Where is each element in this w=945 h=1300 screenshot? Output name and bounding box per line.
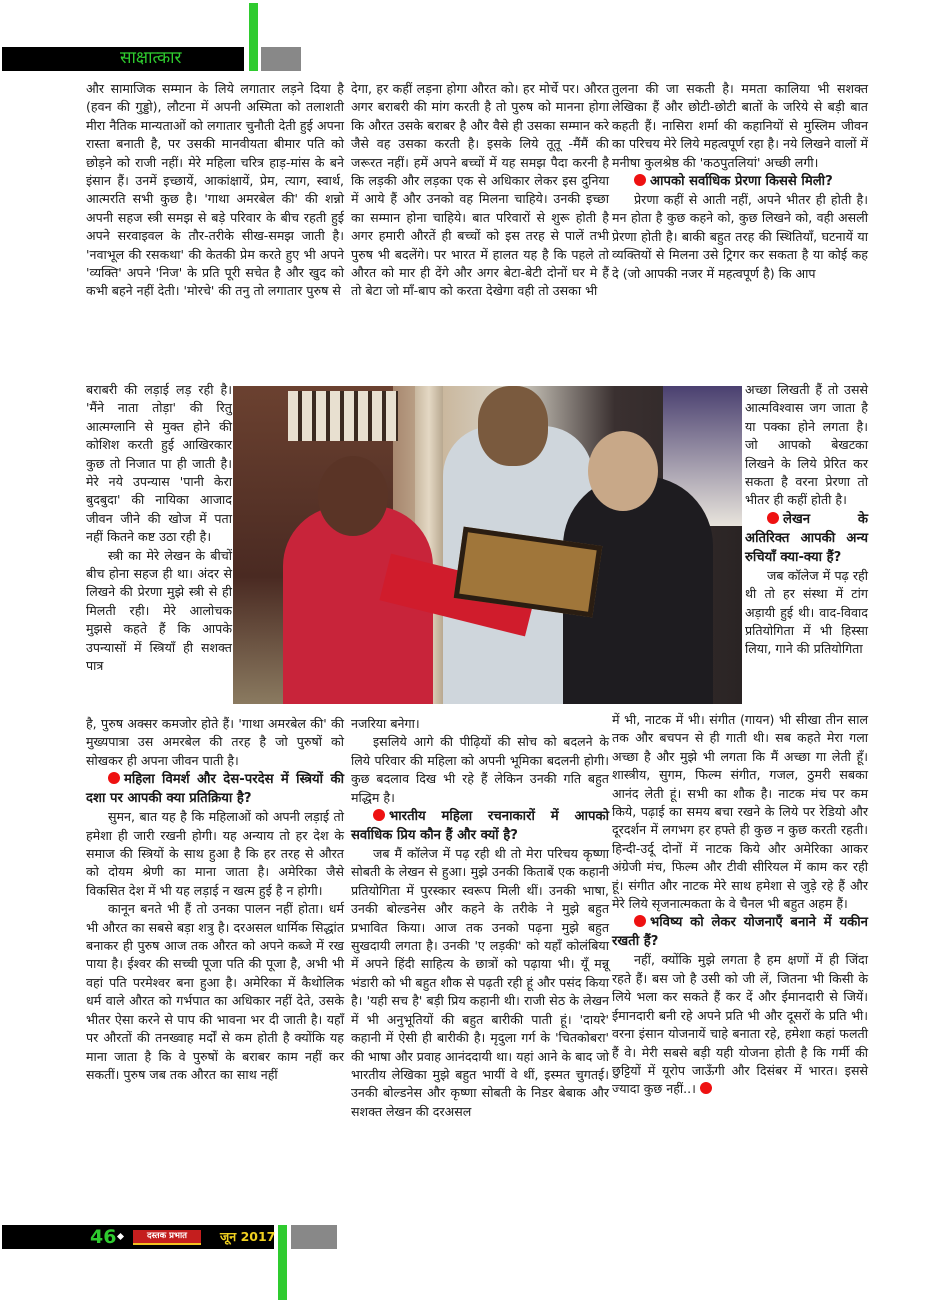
issue-date: जून 2017 — [220, 1229, 276, 1244]
paragraph: और सामाजिक सम्मान के लिये लगातार लड़ने दिया है (हवन की गुड्डो), लौटना में अपनी अस्मिता को तलाशती मीरा नैतिक मान्यताओं को लगातार चुनौती देती हुई अपना रास्ता बनाती है, पर उसकी मानवीयता बीमार पति को छोड़ने को राजी नहीं। मेरे महिला चरित्र हाड़-मांस के बने इंसान हैं। उनमें इच्छायें, आकांक्षायें, प्रेम, त्याग, स्वार्थ, आत्मरति सभी कुछ है। 'गाथा अमरबेल की' की शन्नो अपनी सहज स्त्री समझ से बड़े परिवार के बीच रहती हुई अपने सरवाइवल के तौर-तरीके सीख-समझ जाती है। 'नवाभूल की रसकथा' की केतकी प्रेम करते हुए भी अपने 'व्यक्ति' अपने 'निज' के प्रति पूरी सचेत है और खुद को कभी बहने नहीं देती। 'मोरचे' की तनु तो लगातार पुरुष से — [86, 81, 344, 299]
question-heading — [351, 807, 609, 845]
paragraph: जब कॉलेज में पढ़ रही थी तो हर संस्था में टांग अड़ायी हुई थी। वाद-विवाद प्रतियोगिता में भी हिस्सा लिया, गाने की प्रतियोगिता — [745, 567, 868, 657]
section-title: साक्षात्कार — [120, 48, 182, 68]
column-3-top — [612, 80, 868, 283]
footer-green-accent-bar — [278, 1225, 287, 1300]
photo-woman-head — [318, 456, 388, 536]
question-text: भविष्य को लेकर योजनाएँ बनाने में यकीन रखती हैं? — [612, 915, 868, 950]
column-1-bottom — [86, 715, 344, 1084]
red-bullet-icon — [634, 915, 646, 927]
paragraph: जब मैं कॉलेज में पढ़ रही थी तो मेरा परिचय कृष्णा सोबती के लेखन से हुआ। मुझे उनकी किताबें एक कहानी प्रतियोगिता में पुरस्कार स्वरूप मिली थीं। उनकी भाषा, उनकी बोल्डनेस और कहने के तरीके ने मुझे बहुत प्रभावित किया। आज तक उनको पढ़ना मुझे बहुत सुखदायी लगता है। उनकी 'ए लड़की' को यहाँ कोलंबिया में अपने हिंदी साहित्य के छात्रों को पढ़ाया भी। यूँ मन्नू भंडारी को भी बहुत शौक से पढ़ती रही हूं और पसंद किया है। 'यही सच है' बड़ी प्रिय कहानी थी। राजी सेठ के लेखन में भी अनुभूतियों की बहुत बारीकी पाती हूं। 'दायरे' कहानी में ऐसी ही बारीकी है। मृदुला गर्ग के 'चितकोबरा' की भाषा और प्रवाह आनंददायी था। यहां आने के बाद जो भारतीय लेखिका मुझे बहुत भायीं वे थीं, इस्मत चुगतई। उनकी बोल्डनेस और कृष्णा सोबती के निडर बेबाक और सशक्त लेखन की दरअसल — [351, 846, 609, 1119]
red-bullet-icon — [373, 809, 385, 821]
end-mark-red-dot-icon — [700, 1082, 712, 1094]
question-text: आपको सर्वाधिक प्रेरणा किससे मिली? — [650, 174, 833, 190]
red-bullet-icon — [108, 772, 120, 784]
paragraph: बराबरी की लड़ाई लड़ रही है। 'मैंने नाता तोड़ा' की रितु आत्मग्लानि से मुक्त होने की कोशिश करती हुई आखिरकार कुछ तो निजात पा ही जाती है। मेरे नये उपन्यास 'पानी केरा बुदबुदा' की नायिका आजाद जीवन जीने की खोज में पता नहीं कितने कष्ट उठा रही है। — [86, 382, 232, 545]
footer-grey-block — [291, 1225, 337, 1249]
paragraph: अच्छा लिखती हैं तो उससे आत्मविश्वास जग जाता है या पक्का होने लगता है। जो आपको बेखटका लिखने के लिये प्रेरित कर सकता है वरना प्रेरणा तो भीतर ही कहीं होती है। — [745, 382, 868, 508]
question-heading — [612, 913, 868, 951]
column-2-bottom — [351, 715, 609, 1121]
photo-window — [288, 391, 398, 441]
column-1-top — [86, 80, 344, 301]
page-number: 46 — [90, 1226, 117, 1248]
paragraph: कानून बनते भी हैं तो उनका पालन नहीं होता। धर्म भी औरत का सबसे बड़ा शत्रु है। दरअसल धार्मिक सिद्धांत बनाकर ही पुरुष आज तक औरत को अपने कब्जे में रख पाया है। ईश्वर की सच्ची पूजा पति की पूजा है, अभी भी वहां पति परमेश्वर बना हुआ है। अमेरिका में कैथोलिक धर्म वाले औरत को गर्भपात का अधिकार नहीं देते, उसके भीतर ऐसा करने से पाप की भावना भर दी जाती है। यहाँ पर औरतों की तनख्वाह मर्दों से कम होती है क्योंकि यह माना जाता है कि वे पुरुषों के बराबर काम नहीं कर सकतीं। पुरुष जब तक औरत का साथ नहीं — [86, 901, 344, 1082]
paragraph: स्त्री का मेरे लेखन के बीचों बीच होना सहज ही था। अंदर से लिखने की प्रेरणा मुझे स्त्री से ही मिलती रही। मेरे आलोचक मुझसे कहते हैं कि आपके उपन्यासों में स्त्रियाँ ही सशक्त पात्र — [86, 547, 232, 674]
paragraph: तुलना की जा सकती है। ममता कालिया भी सशक्त लेखिका हैं और छोटी-छोटी बातों के जरिये से बड़ी बात कहती हैं। नासिरा शर्मा की कहानियों से मुस्लिम जीवन का परिचय मेरे लिये महत्वपूर्ण रहा है। नये लिखने वालों में मनीषा कुलश्रेष्ठ की 'कठपुतलियां' अच्छी लगी। — [612, 81, 868, 170]
answer-text: नहीं, क्योंकि मुझे लगता है हम क्षणों में ही जिंदा रहते हैं। बस जो है उसी को जी लें, जितना भी किसी के लिये भला कर सकते हैं कर दें और ईमानदारी से जियें। ईमानदारी बनी रहे अपने प्रति भी और दूसरों के प्रति भी। वरना इंसान योजनायें चाहे बनाता रहे, हमेशा कहां फलती हैं वे। मेरी सबसे बड़ी यही योजना होती है कि गर्मी की छुट्टियों में यूरोप जाऊँगी और दिसंबर में भारत। इससे ज्यादा कुछ नहीं..। — [612, 952, 868, 1097]
paragraph: है, पुरुष अक्सर कमजोर होते हैं। 'गाथा अमरबेल की' की मुख्यपात्रा उस अमरबेल की तरह है जो पुरुषों को सोखकर ही अपना जीवन पाती है। — [86, 716, 344, 768]
question-heading — [86, 770, 344, 808]
paragraph: देगा, हर कहीं लड़ना होगा औरत को। हर मोर्चे पर। औरत अगर बराबरी की मांग करती है तो पुरुष को मानना होगा कि औरत उसके बराबर है और वैसे ही उसका सम्मान करे जैसे वह उसका करती है। इसके लिये तूतू -मैंमैं की जरूरत नहीं। हमें अपने बच्चों में यह समझ पैदा करनी है कि लड़की और लड़का एक से अधिकार लेकर इस दुनिया में आये हैं और उनको वह मिलना चाहिये। उनकी इच्छा का सम्मान होना चाहिये। बात परिवारों से शुरू होती है अगर हमारी औरतें ही बच्चों को इस तरह से पालें तभी पुरुष भी बदलेंगे। पर भारत में हालत यह है कि पहले तो औरत को मार ही देंगे और अगर बेटा-बेटी दोनों घर मे हैं तो बेटा जो माँ-बाप को करता देखेगा वही तो उसका भी — [351, 81, 609, 299]
paragraph — [612, 951, 868, 1098]
question-text: महिला विमर्श और देस-परदेस में स्त्रियों की दशा पर आपकी क्या प्रतिक्रिया है? — [86, 772, 344, 807]
question-heading — [745, 510, 868, 567]
award-ceremony-photo — [233, 386, 742, 704]
question-text: लेखन के अतिरिक्त आपकी अन्य रुचियाँ क्या-क्या हैं? — [745, 511, 868, 565]
question-heading — [612, 172, 868, 191]
photo-president-head — [588, 431, 658, 511]
paragraph: इसलिये आगे की पीढ़ियों की सोच को बदलने के लिये परिवार की महिला को अपनी भूमिका बदलनी होगी। कुछ बदलाव दिख भी रहे हैं लेकिन उनकी गति बहुत मद्धिम है। — [351, 734, 609, 805]
photo-officer-head — [478, 386, 548, 466]
column-3-bottom — [612, 711, 868, 1099]
header-green-accent-bar — [249, 3, 258, 71]
question-text: भारतीय महिला रचनाकारों में आपको सर्वाधिक प्रिय कौन हैं और क्यों है? — [351, 809, 609, 844]
paragraph: सुमन, बात यह है कि महिलाओं को अपनी लड़ाई तो हमेशा ही जारी रखनी होगी। यह अन्याय तो हर देश के समाज की स्त्रियों के साथ हुआ है कि हर तरह से औरत को दोयम श्रेणी का माना जाता है। अमेरिका जैसे विकसित देश में भी यह लड़ाई न खत्म हुई है न होगी। — [86, 809, 344, 898]
header-grey-block — [261, 47, 301, 71]
column-2-top — [351, 80, 609, 301]
paragraph: नजरिया बनेगा। — [351, 716, 420, 731]
paragraph: प्रेरणा कहीं से आती नहीं, अपने भीतर ही होती है। मन होता है कुछ कहने को, कुछ लिखने को, वही असली प्रेरणा होती है। बाकी बहुत तरह की स्थितियाँ, घटनायें या व्यक्तियों से मिलना उसे ट्रिगर कर सकता है या कोई कह दे (जो आपकी नजर में महत्वपूर्ण है) कि आप — [612, 192, 868, 281]
red-bullet-icon — [634, 174, 646, 186]
column-1-narrow — [86, 381, 232, 676]
paragraph: में भी, नाटक में भी। संगीत (गायन) भी सीखा तीन साल तक और बचपन से ही गाती थी। सब कहते मेरा गला अच्छा है और मुझे भी लगता कि मैं अच्छा गा लेती हूँ। शास्त्रीय, सुगम, फिल्म संगीत, गजल, ठुमरी सबका आनंद लेती हूं। सभी का शौक है। नाटक मंच पर कम किये, पढ़ाई का समय बचा रखने के लिये पर रेडियो और दूरदर्शन में लगभग हर हफ्ते ही कुछ न कुछ करती रहती। हिन्दी-उर्दू दोनों में नाटक किये और अमेरिका आकर अंग्रेजी मंच, फिल्म और टीवी सीरियल में काम कर रही हूं। संगीत और नाटक मेरे साथ हमेशा से जुड़े रहे हैं और मेरे लिये सृजनात्मकता के वे चैनल भी बहुत अहम हैं। — [612, 712, 868, 912]
magazine-logo: दस्तक प्रभात — [133, 1230, 201, 1245]
column-3-narrow — [745, 381, 868, 659]
red-bullet-icon — [767, 512, 779, 524]
